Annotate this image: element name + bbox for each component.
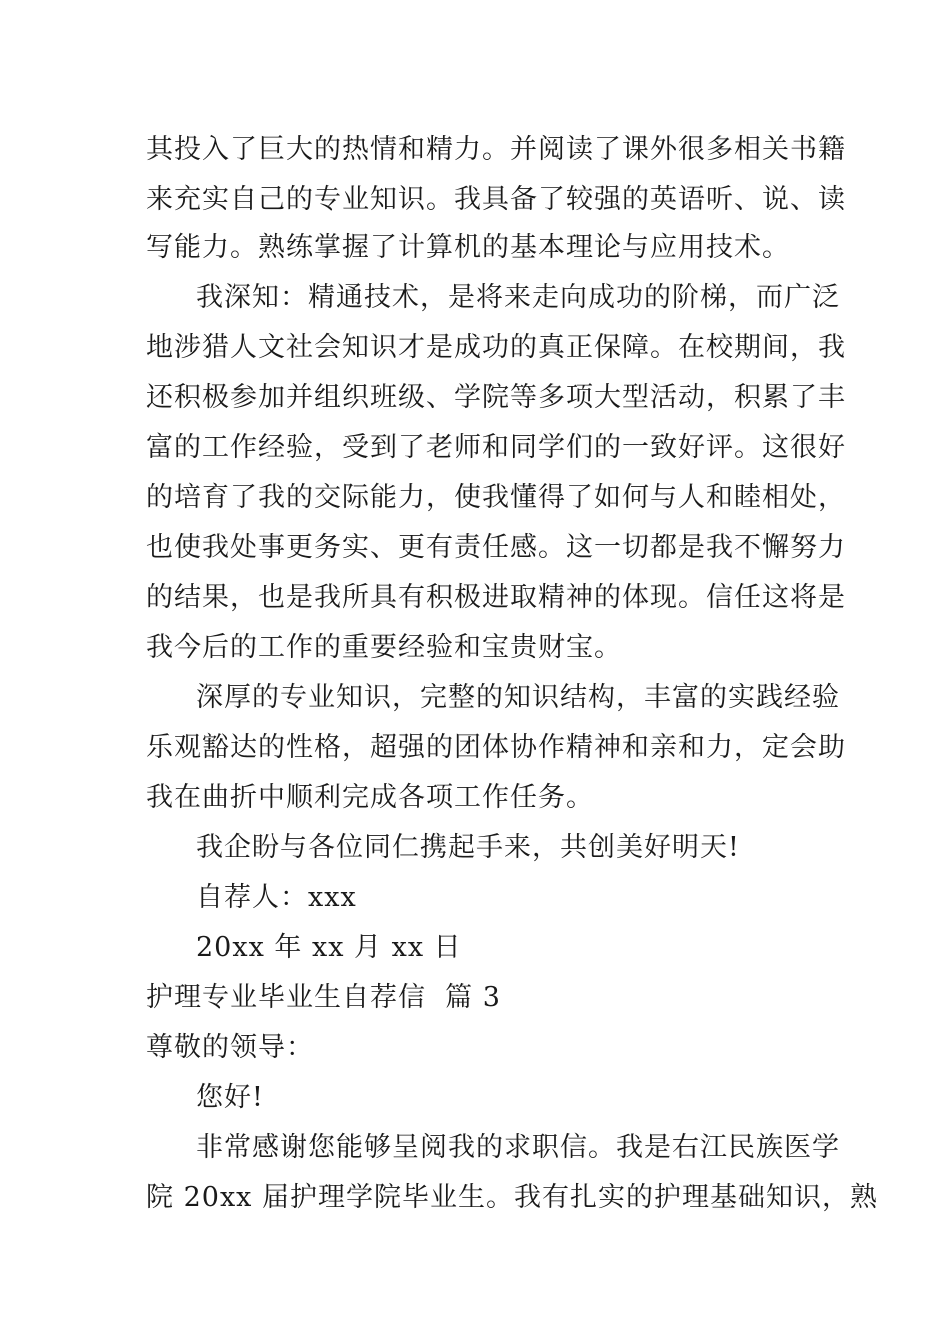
body-line: 我今后的工作的重要经验和宝贵财宝。: [146, 632, 622, 663]
date: 20xx 年 xx 月 xx 日: [196, 932, 462, 963]
body-line: 我深知：精通技术，是将来走向成功的阶梯，而广泛: [196, 282, 840, 313]
section-title: 护理专业毕业生自荐信 篇 3: [146, 982, 501, 1013]
body-line: 的结果，也是我所具有积极进取精神的体现。信任这将是: [146, 582, 846, 613]
body-line: 也使我处事更务实、更有责任感。这一切都是我不懈努力: [146, 532, 846, 563]
body-line: 院 20xx 届护理学院毕业生。我有扎实的护理基础知识，熟: [146, 1182, 878, 1213]
body-line: 非常感谢您能够呈阅我的求职信。我是右江民族医学: [196, 1132, 840, 1163]
body-line: 深厚的专业知识，完整的知识结构，丰富的实践经验: [196, 682, 840, 713]
greeting: 您好!: [196, 1082, 264, 1113]
body-line: 写能力。熟练掌握了计算机的基本理论与应用技术。: [146, 232, 790, 263]
body-line: 乐观豁达的性格，超强的团体协作精神和亲和力，定会助: [146, 732, 846, 763]
signature: 自荐人：xxx: [196, 882, 357, 913]
body-line: 其投入了巨大的热情和精力。并阅读了课外很多相关书籍: [146, 134, 846, 165]
body-line: 我在曲折中顺利完成各项工作任务。: [146, 782, 594, 813]
body-line: 富的工作经验，受到了老师和同学们的一致好评。这很好: [146, 432, 846, 463]
body-line: 还积极参加并组织班级、学院等多项大型活动，积累了丰: [146, 382, 846, 413]
closing-line: 我企盼与各位同仁携起手来，共创美好明天!: [196, 832, 740, 863]
body-line: 的培育了我的交际能力，使我懂得了如何与人和睦相处，: [146, 482, 846, 513]
body-line: 地涉猎人文社会知识才是成功的真正保障。在校期间，我: [146, 332, 846, 363]
salutation: 尊敬的领导：: [146, 1032, 314, 1063]
body-line: 来充实自己的专业知识。我具备了较强的英语听、说、读: [146, 184, 846, 215]
